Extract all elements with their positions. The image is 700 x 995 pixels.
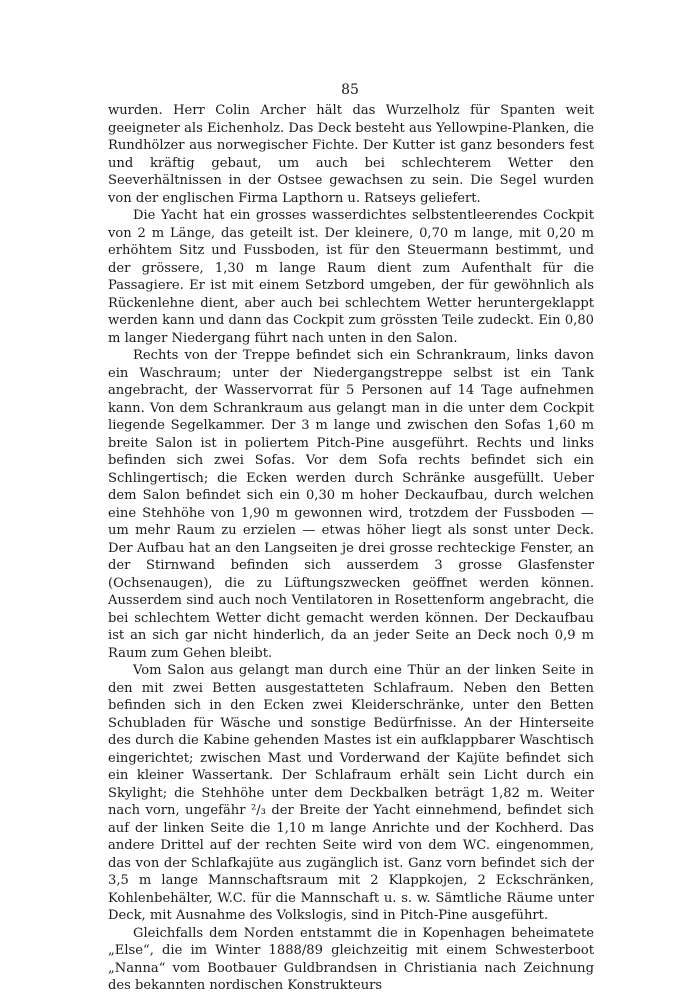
page-number: 85 [341,82,359,98]
paragraph-4: Vom Salon aus gelangt man durch eine Thür an der linken Seite in den mit zwei Betten ausgestatteten Schlafraum. Neben den Betten befinden sich in den Ecken zwei Kleiderschränke, unter den Betten Schubladen für Wäsche und sonstige Bedürfnisse. An der Hinterseite des durch die Kabine gehenden Mastes ist ein aufklappbarer Waschtisch eingerichtet; zwischen Mast und Vorderwand der Kajüte befindet sich ein kleiner Wassertank. Der Schlafraum erhält sein Licht durch ein Skylight; die Stehhöhe unter dem Deckbalken beträgt 1,82 m. Weiter nach vorn, ungefähr ²/₃ der Breite der Yacht einnehmend, befindet sich auf der linken Seite die 1,10 m lange Anrichte und der Kochherd. Das andere Drittel auf der rechten Seite wird von dem WC. eingenommen, das von der Schlafkajüte aus zugänglich ist. Ganz vorn befindet sich der 3,5 m lange Mannschaftsraum mit 2 Klappkojen, 2 Eckschränken, Kohlenbehälter, W.C. für die Mannschaft u. s. w. Sämtliche Räume unter Deck, mit Ausnahme des Volkslogis, sind in Pitch-Pine ausgeführt. [108,663,594,923]
body-text [108,102,594,995]
paragraph-2: Die Yacht hat ein grosses wasserdichtes selbstentleerendes Cockpit von 2 m Länge, das geteilt ist. Der kleinere, 0,70 m lange, mit 0,20 m erhöhtem Sitz und Fussboden, ist für den Steuermann bestimmt, und der grössere, 1,30 m lange Raum dient zum Aufenthalt für die Passagiere. Er ist mit einem Setzbord umgeben, der für gewöhnlich als Rückenlehne dient, aber auch bei schlechtem Wetter heruntergeklappt werden kann und dann das Cockpit zum grössten Teile zudeckt. Ein 0,80 m langer Niedergang führt nach unten in den Salon. [108,208,594,346]
paragraph-1: wurden. Herr Colin Archer hält das Wurzelholz für Spanten weit geeigneter als Eichenholz. Das Deck besteht aus Yellowpine-Planken, die Rundhölzer aus norwegischer Fichte. Der Kutter ist ganz besonders fest und kräftig gebaut, um auch bei schlechterem Wetter den Seeverhältnissen in der Ostsee gewachsen zu sein. Die Segel wurden von der englischen Firma Lapthorn u. Ratseys geliefert. [108,103,594,206]
paragraph-3: Rechts von der Treppe befindet sich ein Schrankraum, links davon ein Waschraum; unter der Niedergangstreppe selbst ist ein Tank angebracht, der Wasservorrat für 5 Personen auf 14 Tage aufnehmen kann. Von dem Schrankraum aus gelangt man in die unter dem Cockpit liegende Segelkammer. Der 3 m lange und zwischen den Sofas 1,60 m breite Salon ist in poliertem Pitch-Pine ausgeführt. Rechts und links befinden sich zwei Sofas. Vor dem Sofa rechts befindet sich ein Schlingertisch; die Ecken werden durch Schränke ausgefüllt. Ueber dem Salon befindet sich ein 0,30 m hoher Deckaufbau, durch welchen eine Stehhöhe von 1,90 m gewonnen wird, trotzdem der Fussboden — um mehr Raum zu erzielen — etwas höher liegt als sonst unter Deck. Der Aufbau hat an den Langseiten je drei grosse rechteckige Fenster, an der Stirnwand befinden sich ausserdem 3 grosse Glasfenster (Ochsenaugen), die zu Lüftungszwecken geöffnet werden können. Ausserdem sind auch noch Ventilatoren in Rosettenform angebracht, die bei schlechtem Wetter dicht gemacht werden können. Der Deckaufbau ist an sich gar nicht hinderlich, da an jeder Seite an Deck noch 0,9 m Raum zum Gehen bleibt. [108,348,594,661]
paragraph-5: Gleichfalls dem Norden entstammt die in Kopenhagen beheimatete „Else“, die im Winter 1888/89 gleichzeitig mit einem Schwesterboot „Nanna“ vom Bootbauer Guldbrandsen in Christiania nach Zeichnung des bekannten nordischen Konstrukteurs [108,925,594,993]
